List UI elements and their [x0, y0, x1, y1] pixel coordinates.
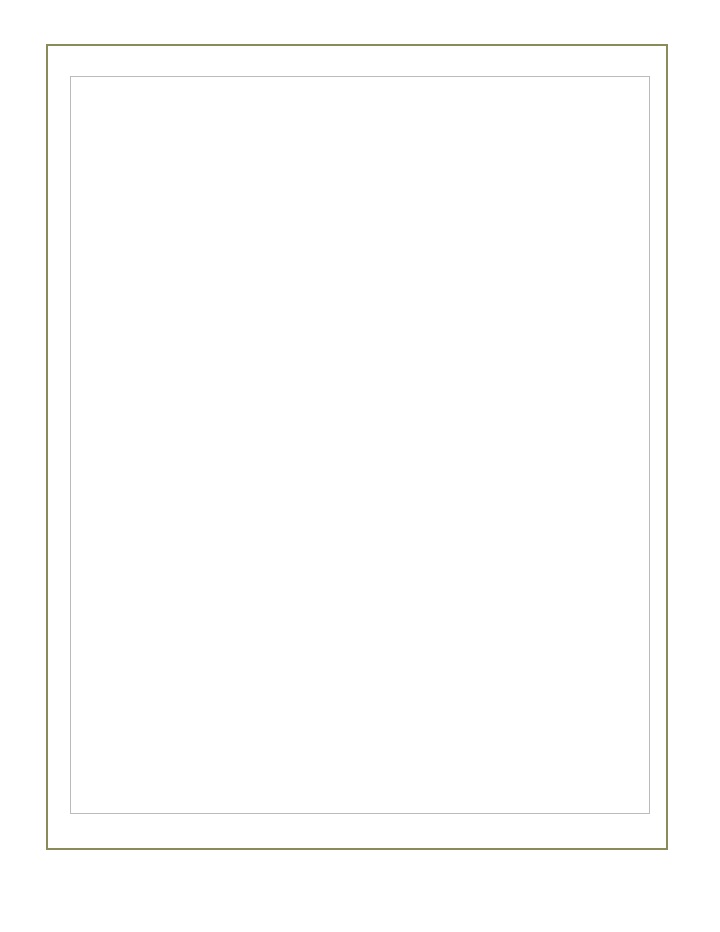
packing-list-sheet [70, 76, 650, 814]
camper-border-bottom [48, 808, 666, 848]
camper-border-top [48, 46, 666, 76]
decorative-border-frame [46, 44, 668, 850]
camper-border-left [48, 76, 70, 808]
